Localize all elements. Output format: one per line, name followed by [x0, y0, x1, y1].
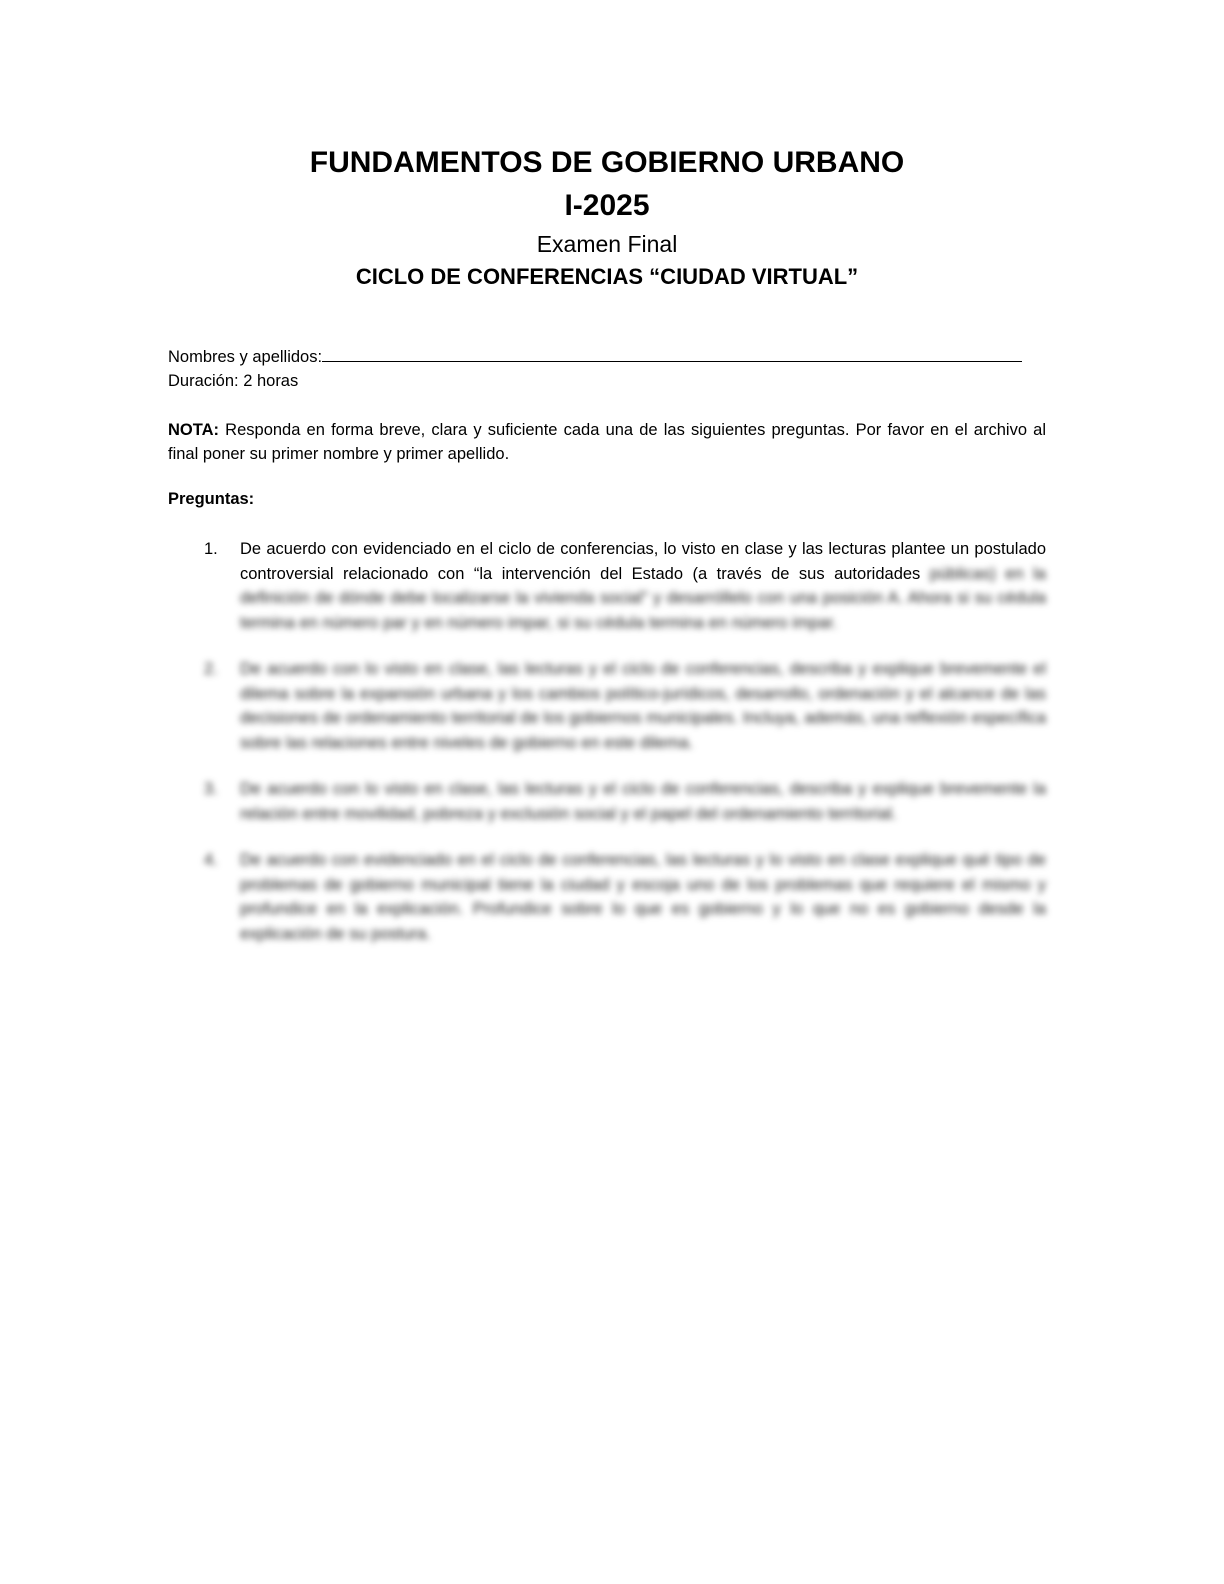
- exam-type: Examen Final: [536, 231, 678, 257]
- questions-heading: Preguntas:: [168, 490, 255, 508]
- name-label: Nombres y apellidos:: [168, 348, 323, 366]
- note-label: NOTA:: [168, 421, 220, 439]
- question-text-blurred: públicas) en la definición de dónde debe localizarse la vivienda social” y desarróllelo con una posición A. Ahora si su cédula termina en número par y en número impar, si su cédula termina en número impar.: [240, 564, 1046, 632]
- conference-cycle-title: CICLO DE CONFERENCIAS “CIUDAD VIRTUAL”: [355, 264, 859, 289]
- exam-note: [168, 418, 1046, 466]
- question-text-blurred: De acuerdo con lo visto en clase, las lecturas y el ciclo de conferencias, describa y explique brevemente el dilema sobre la expansión urbana y los cambios político-jurídicos, desarrollo, ordenación y el alcance de las decisiones de ordenamiento territorial de los gobiernos municipales. Incluya, además, una reflexión específica sobre las relaciones entre niveles de gobierno en este dilema.: [240, 660, 1046, 752]
- course-title: FUNDAMENTOS DE GOBIERNO URBANO: [309, 146, 905, 179]
- document-header: [168, 142, 1046, 294]
- name-blank-line: [322, 347, 1022, 362]
- duration-text: Duración: 2 horas: [168, 372, 299, 390]
- questions-list: [168, 537, 1046, 968]
- question-item: [168, 777, 1046, 826]
- question-number: 2.: [204, 660, 218, 678]
- question-item: [168, 848, 1046, 946]
- question-number: 3.: [204, 780, 218, 798]
- student-info: [168, 345, 1046, 393]
- question-text: De acuerdo con evidenciado en el ciclo de conferencias, lo visto en clase y las lecturas plantee un postulado controversial relacionado con “la intervención del Estado (a través de sus autoridades: [240, 540, 1046, 583]
- name-field-row: [168, 345, 1046, 369]
- question-item: [168, 657, 1046, 755]
- question-text-blurred: De acuerdo con evidenciado en el ciclo de conferencias, las lecturas y lo visto en clase explique qué tipo de problemas de gobierno municipal tiene la ciudad y escoja uno de los problemas que requiere el mismo y profundice en la explicación. Profundice sobre lo que es gobierno y lo que no es gobierno desde la explicación de su postura.: [240, 851, 1046, 943]
- question-number: 1.: [204, 540, 218, 558]
- question-number: 4.: [204, 851, 218, 869]
- academic-period: I-2025: [564, 189, 650, 222]
- question-text-blurred: De acuerdo con lo visto en clase, las lecturas y el ciclo de conferencias, describa y explique brevemente la relación entre movilidad, pobreza y exclusión social y el papel del ordenamiento territorial.: [240, 780, 1046, 823]
- note-text: Responda en forma breve, clara y suficiente cada una de las siguientes preguntas. Por favor en el archivo al final poner su primer nombre y primer apellido.: [168, 421, 1046, 463]
- question-item: [168, 537, 1046, 635]
